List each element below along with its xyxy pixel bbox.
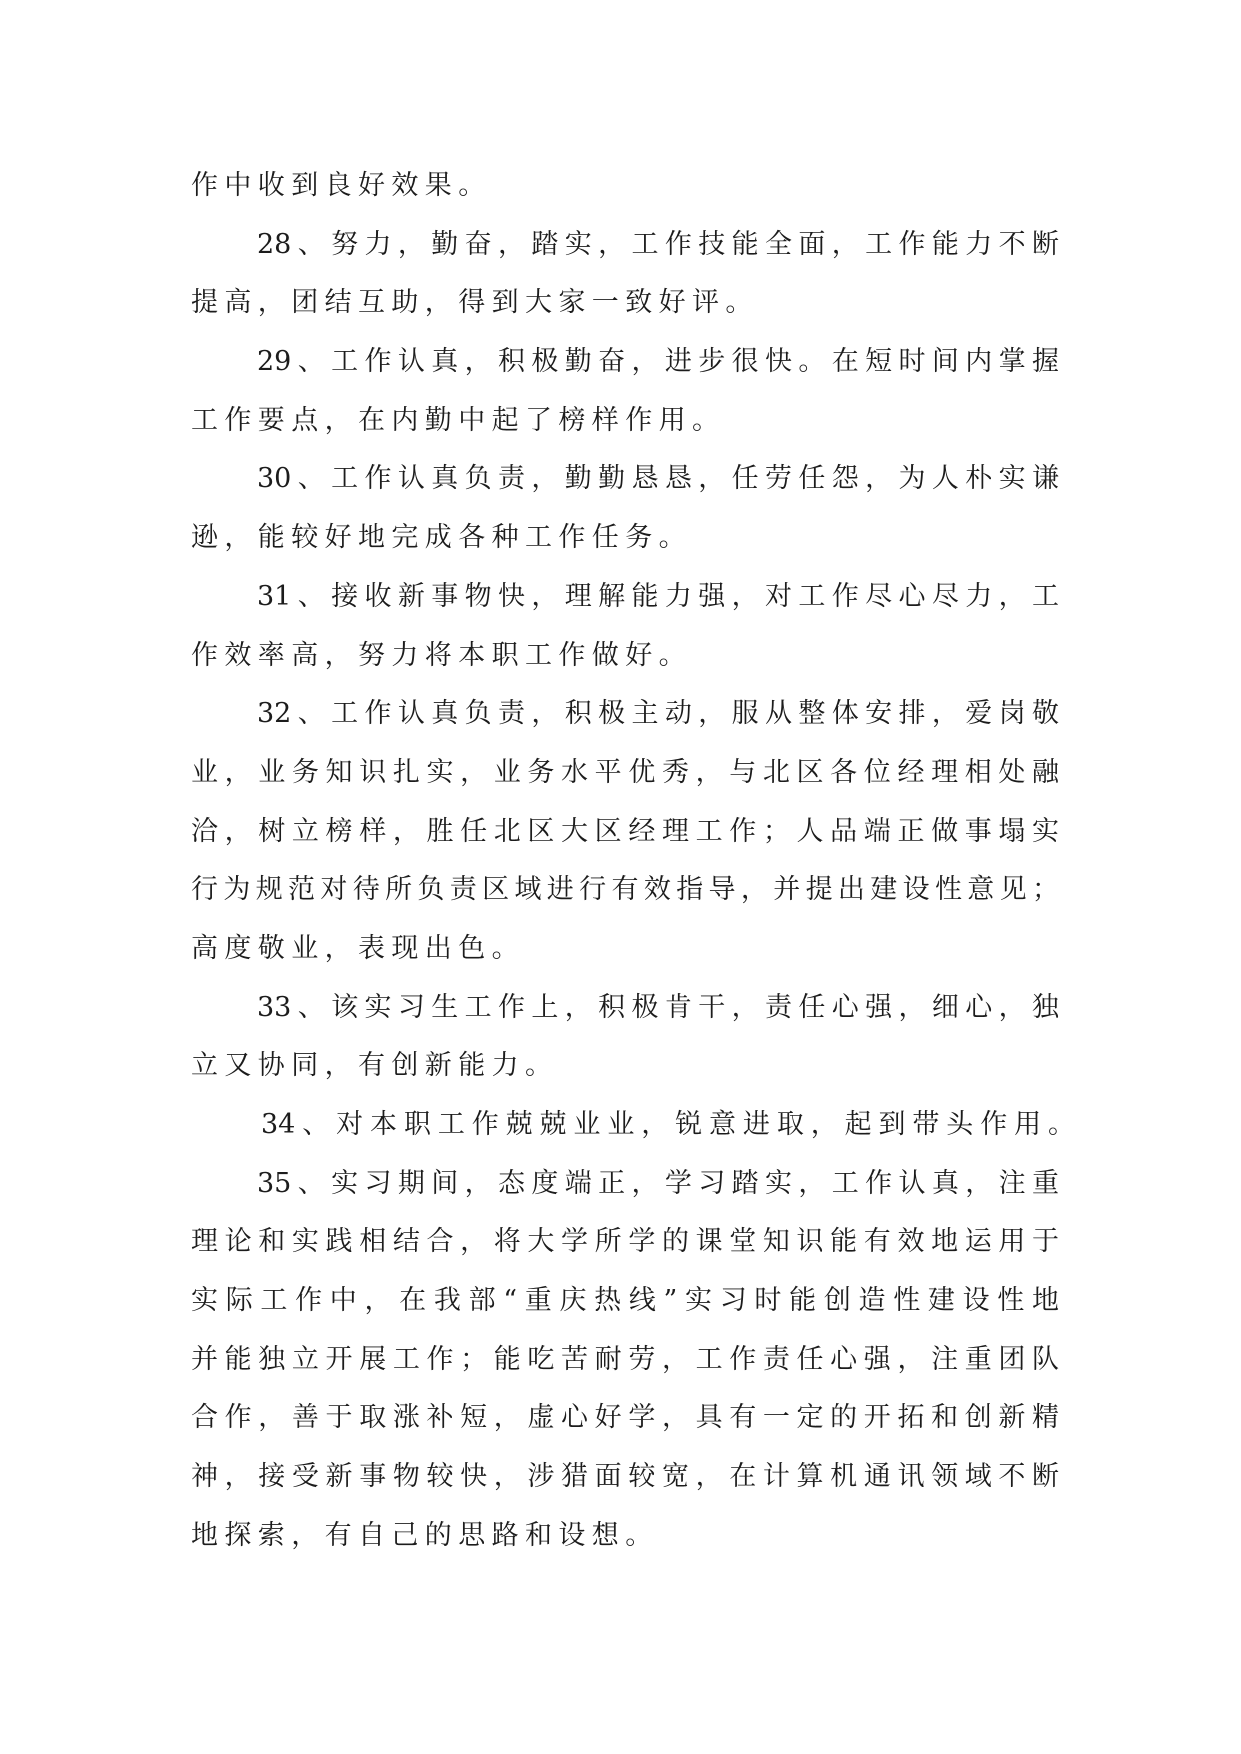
paragraph-28: [191, 216, 1059, 333]
text-line: 30、工作认真负责，勤勤恳恳，任劳任怨，为人朴实谦: [257, 463, 1059, 495]
text-line: 31、接收新事物快，理解能力强，对工作尽心尽力，工: [257, 580, 1059, 612]
paragraph-35: [191, 1155, 1059, 1566]
paragraph-29: [191, 333, 1059, 450]
text-line: 行为规范对待所负责区域进行有效指导，并提出建设性意见；: [191, 874, 1059, 906]
paragraph-30: [191, 450, 1059, 567]
text-line: 并能独立开展工作；能吃苦耐劳，工作责任心强，注重团队: [191, 1343, 1059, 1375]
text-line: 理论和实践相结合，将大学所学的课堂知识能有效地运用于: [191, 1226, 1059, 1258]
paragraph-continuation: [191, 157, 1059, 216]
document-body: [191, 157, 1075, 1566]
text-line: 34、对本职工作兢兢业业，锐意进取，起到带头作用。: [261, 1109, 1075, 1140]
text-line: 逊，能较好地完成各种工作任务。: [191, 522, 692, 554]
text-line: 提高，团结互助，得到大家一致好评。: [191, 287, 759, 319]
text-line: 立又协同，有创新能力。: [191, 1050, 559, 1082]
text-line: 工作要点，在内勤中起了榜样作用。: [191, 404, 726, 436]
text-line: 神，接受新事物较快，涉猎面较宽，在计算机通讯领域不断: [191, 1461, 1059, 1493]
text-line: 地探索，有自己的思路和设想。: [191, 1519, 659, 1551]
text-line: 高度敬业，表现出色。: [191, 932, 525, 964]
text-line: 实际工作中，在我部“重庆热线”实习时能创造性建设性地: [191, 1285, 1059, 1317]
text-line: 35、实习期间，态度端正，学习踏实，工作认真，注重: [257, 1167, 1059, 1199]
paragraph-32: [191, 685, 1059, 978]
text-line: 33、该实习生工作上，积极肯干，责任心强，细心，独: [257, 991, 1059, 1023]
text-line: 28、努力，勤奋，踏实，工作技能全面，工作能力不断: [257, 228, 1059, 260]
text-line: 作中收到良好效果。: [191, 170, 492, 201]
paragraph-31: [191, 568, 1059, 685]
paragraph-33: [191, 979, 1059, 1096]
text-line: 业，业务知识扎实，业务水平优秀，与北区各位经理相处融: [191, 756, 1059, 788]
text-line: 作效率高，努力将本职工作做好。: [191, 639, 692, 671]
paragraph-34: [191, 1096, 1075, 1155]
text-line: 29、工作认真，积极勤奋，进步很快。在短时间内掌握: [257, 346, 1059, 378]
text-line: 32、工作认真负责，积极主动，服从整体安排，爱岗敬: [257, 698, 1059, 730]
text-line: 合作，善于取涨补短，虚心好学，具有一定的开拓和创新精: [191, 1402, 1059, 1434]
text-line: 洽，树立榜样，胜任北区大区经理工作；人品端正做事塌实: [191, 815, 1059, 847]
